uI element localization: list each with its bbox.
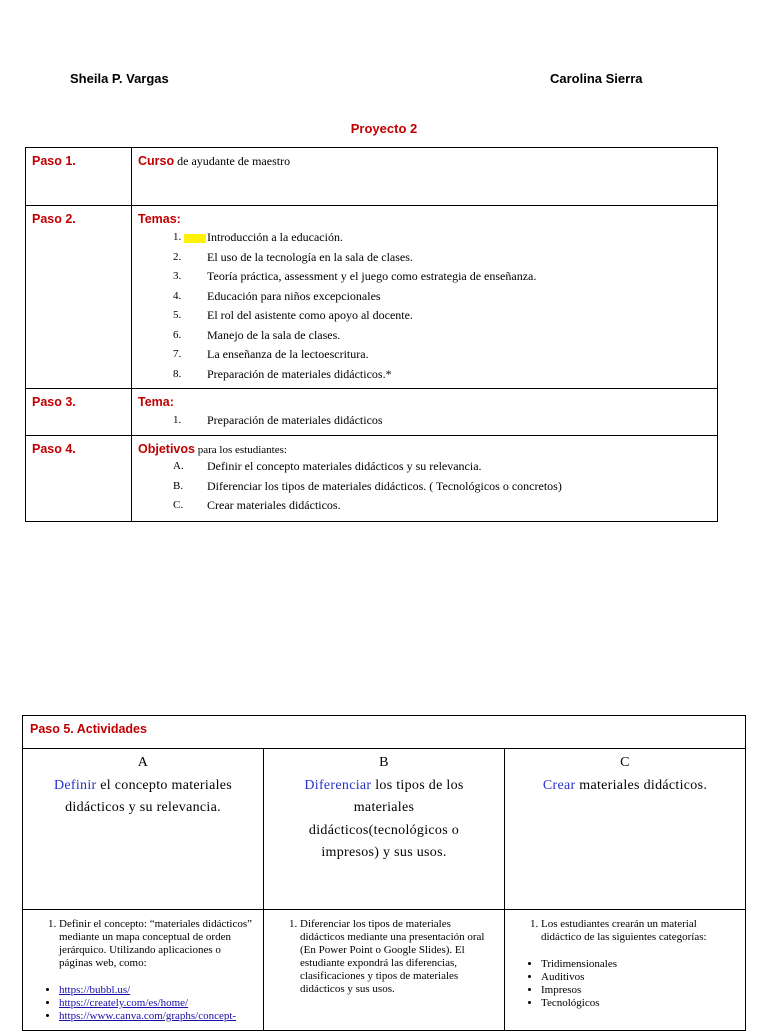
list-item: 1. Los estudiantes crearán un material didáctico de las siguientes categorías: [541, 918, 735, 944]
list-text: Preparación de materiales didácticos [207, 413, 383, 427]
list-number: 3. [173, 270, 182, 282]
activity-detail-b [264, 910, 505, 1031]
topics-list [138, 228, 717, 384]
list-item: • Impresos [541, 984, 735, 997]
activity-column-c [505, 749, 746, 910]
step-label-3: Paso 3. [26, 389, 132, 436]
list-item [59, 984, 257, 997]
activities-details-row [23, 910, 746, 1031]
link-bubbl[interactable]: https://bubbl.us/ [59, 984, 131, 996]
detail-list [270, 918, 494, 996]
activity-verb: Crear [542, 777, 576, 793]
topic-list [138, 411, 717, 431]
steps-table [25, 147, 718, 522]
activity-text: materiales didácticos. [575, 777, 708, 793]
objectives-subheading: para los estudiantes: [194, 444, 287, 456]
list-text: Crear materiales didácticos. [207, 498, 341, 512]
list-item [138, 496, 717, 516]
activities-header-row [23, 716, 746, 749]
column-letter: A [137, 755, 149, 770]
activity-text: los tipos de los materiales didácticos(tecnológicos o impresos) y sus usos. [308, 777, 464, 860]
list-text: Preparación de materiales didácticos.* [207, 366, 392, 381]
activity-column-b [264, 749, 505, 910]
step-row-2 [26, 206, 718, 389]
step-row-1 [26, 148, 718, 206]
categories-list [511, 958, 735, 1010]
activity-verb: Diferenciar [304, 777, 372, 793]
link-canva[interactable]: https://www.canva.com/graphs/concept- [59, 1010, 237, 1022]
list-number: C. [173, 499, 184, 511]
list-number: 6. [173, 328, 182, 341]
list-number: 1. [173, 414, 182, 426]
list-item [138, 457, 717, 477]
list-item [138, 477, 717, 497]
page-title: Proyecto 2 [350, 121, 418, 136]
list-item [138, 326, 717, 346]
list-text: Manejo de la sala de clases. [207, 327, 341, 342]
activities-columns-row [23, 749, 746, 910]
list-item [59, 997, 257, 1010]
list-text: Teoría práctica, assessment y el juego como estrategia de enseñanza. [207, 269, 537, 283]
list-item: • Tridimensionales [541, 958, 735, 971]
list-text: Introducción a la educación. [207, 230, 343, 244]
list-text: Educación para niños excepcionales [207, 288, 381, 303]
list-item: 1. Diferenciar los tipos de materiales didácticos mediante una presentación oral (En Power Point o Google Slides). El estudiante expondrá las diferencias, clasificaciones y tipos de materiales didácticos y sus usos. [300, 918, 494, 996]
list-number: A. [173, 460, 184, 472]
list-number: 8. [173, 367, 182, 380]
step-content-1 [132, 148, 718, 206]
link-creately[interactable]: https://creately.com/es/home/ [59, 997, 189, 1009]
objectives-list [138, 457, 717, 516]
step-content-4 [132, 436, 718, 522]
list-item [138, 365, 717, 385]
activity-detail-a [23, 910, 264, 1031]
list-number: 1. [173, 231, 182, 243]
list-item: 1. Definir el concepto: “materiales didácticos” mediante un mapa conceptual de orden jerárquico. Utilizando aplicaciones o páginas web, como: [59, 918, 257, 970]
list-item [59, 1010, 257, 1023]
course-heading: Curso [138, 154, 175, 168]
topic-heading: Tema: [138, 395, 174, 409]
column-letter: C [620, 755, 630, 770]
list-item [138, 411, 717, 431]
step-content-3 [132, 389, 718, 436]
step-label-1: Paso 1. [26, 148, 132, 206]
activities-table [22, 715, 746, 1031]
list-item [138, 287, 717, 307]
author-left: Sheila P. Vargas [70, 71, 169, 86]
course-text: de ayudante de maestro [174, 154, 291, 168]
objectives-heading: Objetivos [138, 442, 195, 456]
list-item: • Auditivos [541, 971, 735, 984]
list-text: La enseñanza de la lectoescritura. [207, 347, 369, 361]
links-list [29, 984, 257, 1023]
highlight-mark [184, 234, 206, 243]
list-text: Definir el concepto materiales didácticos y su relevancia. [207, 459, 482, 473]
activity-detail-c [505, 910, 746, 1031]
list-item [138, 228, 717, 248]
step-label-4: Paso 4. [26, 436, 132, 522]
step-content-2 [132, 206, 718, 389]
topics-heading: Temas: [138, 212, 181, 226]
activity-column-a [23, 749, 264, 910]
list-item: • Tecnológicos [541, 997, 735, 1010]
list-number: B. [173, 479, 184, 492]
detail-list [511, 918, 735, 944]
list-text: El rol del asistente como apoyo al docente. [207, 308, 413, 322]
list-item [138, 306, 717, 326]
step-row-3 [26, 389, 718, 436]
list-number: 5. [173, 309, 182, 321]
activity-verb: Definir [53, 777, 97, 793]
column-letter: B [379, 755, 389, 770]
step-label-2: Paso 2. [26, 206, 132, 389]
activity-text: el concepto materiales didácticos y su relevancia. [65, 777, 233, 815]
list-number: 2. [173, 250, 182, 263]
activities-heading: Paso 5. Actividades [23, 716, 746, 749]
list-item [138, 267, 717, 287]
list-number: 7. [173, 348, 182, 360]
step-row-4 [26, 436, 718, 522]
list-number: 4. [173, 289, 182, 302]
author-right: Carolina Sierra [550, 71, 643, 86]
list-text: El uso de la tecnología en la sala de clases. [207, 249, 413, 264]
list-item [138, 345, 717, 365]
list-item [138, 248, 717, 268]
detail-list [29, 918, 257, 970]
list-text: Diferenciar los tipos de materiales didácticos. ( Tecnológicos o concretos) [207, 478, 562, 493]
